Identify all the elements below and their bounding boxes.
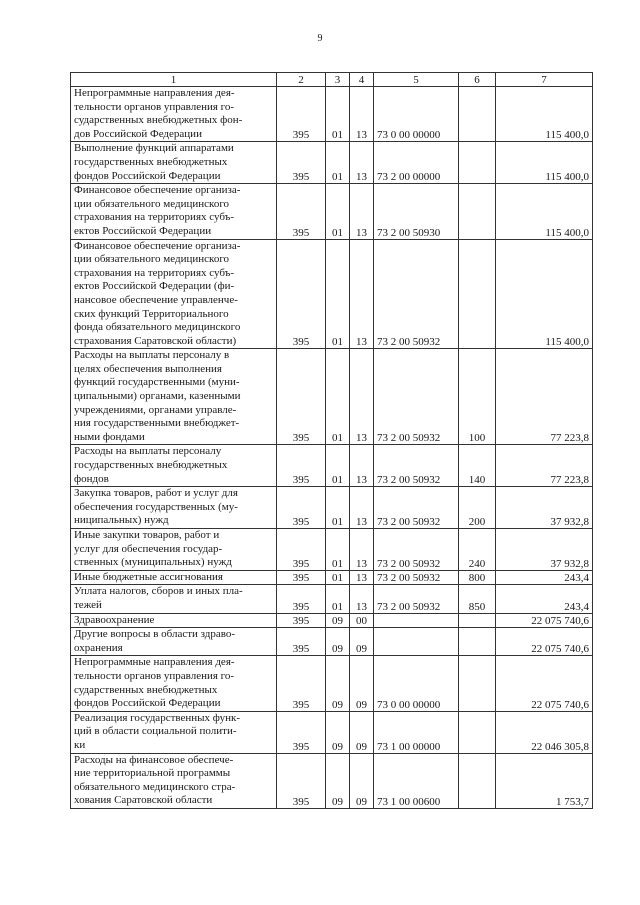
page-number: 9 bbox=[317, 33, 323, 44]
row-name-line: охранения bbox=[74, 641, 123, 654]
row-name-line: Иные закупки товаров, работ и bbox=[74, 529, 220, 541]
row-name-line: ниципальных) нужд bbox=[74, 514, 169, 527]
row-name bbox=[71, 585, 277, 613]
row-name bbox=[71, 628, 277, 656]
cell-col5: 73 2 00 50930 bbox=[374, 184, 459, 239]
row-name-line: Здравоохранение bbox=[74, 613, 155, 626]
row-name bbox=[71, 239, 277, 349]
header-row bbox=[71, 73, 593, 87]
cell-col4: 13 bbox=[350, 349, 374, 445]
cell-col4: 13 bbox=[350, 184, 374, 239]
cell-col4: 13 bbox=[350, 570, 374, 585]
table-row bbox=[71, 349, 593, 445]
cell-col5: 73 2 00 50932 bbox=[374, 349, 459, 445]
row-name-line: ции обязательного медицинского bbox=[74, 197, 230, 210]
cell-col6 bbox=[459, 239, 496, 349]
table-row bbox=[71, 87, 593, 142]
cell-col2: 395 bbox=[277, 711, 326, 753]
cell-col4: 00 bbox=[350, 613, 374, 628]
cell-col7: 115 400,0 bbox=[496, 87, 593, 142]
budget-table bbox=[70, 72, 593, 809]
cell-col2: 395 bbox=[277, 753, 326, 808]
cell-col7: 22 075 740,6 bbox=[496, 656, 593, 711]
cell-col7: 37 932,8 bbox=[496, 487, 593, 529]
column-header: 7 bbox=[496, 73, 593, 87]
cell-col5: 73 0 00 00000 bbox=[374, 656, 459, 711]
cell-col7: 22 075 740,6 bbox=[496, 628, 593, 656]
cell-col5: 73 2 00 00000 bbox=[374, 142, 459, 184]
table-body bbox=[71, 87, 593, 809]
row-name-line: Непрограммные направления дея- bbox=[74, 87, 235, 99]
cell-col5: 73 1 00 00600 bbox=[374, 753, 459, 808]
row-name-line: учреждениями, органами управле- bbox=[74, 403, 237, 416]
cell-col2: 395 bbox=[277, 445, 326, 487]
cell-col6: 100 bbox=[459, 349, 496, 445]
cell-col7: 115 400,0 bbox=[496, 142, 593, 184]
cell-col7: 22 046 305,8 bbox=[496, 711, 593, 753]
cell-col3: 01 bbox=[326, 445, 350, 487]
cell-col4: 09 bbox=[350, 753, 374, 808]
cell-col2: 395 bbox=[277, 349, 326, 445]
cell-col5: 73 2 00 50932 bbox=[374, 529, 459, 571]
cell-col2: 395 bbox=[277, 239, 326, 349]
row-name-line: ских функций Территориального bbox=[74, 307, 229, 320]
row-name bbox=[71, 711, 277, 753]
cell-col4: 13 bbox=[350, 239, 374, 349]
cell-col4: 13 bbox=[350, 142, 374, 184]
cell-col4: 09 bbox=[350, 656, 374, 711]
row-name-line: Расходы на выплаты персоналу в bbox=[74, 349, 230, 362]
row-name-line: фондов bbox=[74, 472, 109, 485]
row-name-line: ций в области социальной полити- bbox=[74, 725, 237, 738]
cell-col2: 395 bbox=[277, 628, 326, 656]
table-row bbox=[71, 239, 593, 349]
cell-col4: 13 bbox=[350, 529, 374, 571]
column-header: 2 bbox=[277, 73, 326, 87]
row-name-line: Выполнение функций аппаратами bbox=[74, 142, 234, 155]
row-name-line: Реализация государственных функ- bbox=[74, 711, 241, 724]
column-header: 1 bbox=[71, 73, 277, 87]
row-name-line: Иные бюджетные ассигнования bbox=[74, 570, 223, 583]
cell-col2: 395 bbox=[277, 613, 326, 628]
row-name-line: государственных внебюджетных bbox=[74, 155, 228, 168]
cell-col4: 13 bbox=[350, 445, 374, 487]
row-name-line: тельности органов управления го- bbox=[74, 100, 235, 113]
row-name-line: ции обязательного медицинского bbox=[74, 253, 230, 266]
cell-col2: 395 bbox=[277, 570, 326, 585]
cell-col4: 13 bbox=[350, 487, 374, 529]
row-name-line: хования Саратовской области bbox=[74, 794, 213, 807]
cell-col3: 09 bbox=[326, 613, 350, 628]
row-name-line: страхования Саратовской области) bbox=[74, 334, 237, 347]
cell-col3: 01 bbox=[326, 529, 350, 571]
cell-col6: 240 bbox=[459, 529, 496, 571]
row-name-line: ние территориальной программы bbox=[74, 767, 231, 780]
cell-col3: 09 bbox=[326, 753, 350, 808]
cell-col7: 115 400,0 bbox=[496, 184, 593, 239]
column-header: 4 bbox=[350, 73, 374, 87]
cell-col3: 01 bbox=[326, 184, 350, 239]
cell-col4: 13 bbox=[350, 585, 374, 613]
column-header: 5 bbox=[374, 73, 459, 87]
row-name-line: ния государственными внебюджет- bbox=[74, 417, 240, 430]
cell-col3: 01 bbox=[326, 87, 350, 142]
cell-col3: 01 bbox=[326, 487, 350, 529]
cell-col5: 73 2 00 50932 bbox=[374, 570, 459, 585]
cell-col6: 200 bbox=[459, 487, 496, 529]
row-name-line: страхования на территориях субъ- bbox=[74, 266, 235, 279]
cell-col6 bbox=[459, 613, 496, 628]
cell-col6 bbox=[459, 753, 496, 808]
row-name-line: Расходы на финансовое обеспече- bbox=[74, 753, 234, 766]
cell-col6 bbox=[459, 656, 496, 711]
row-name bbox=[71, 445, 277, 487]
row-name-line: государственных внебюджетных bbox=[74, 459, 228, 472]
cell-col2: 395 bbox=[277, 142, 326, 184]
row-name-line: сударственных внебюджетных bbox=[74, 683, 218, 696]
cell-col2: 395 bbox=[277, 487, 326, 529]
cell-col2: 395 bbox=[277, 656, 326, 711]
table-row bbox=[71, 487, 593, 529]
cell-col7: 243,4 bbox=[496, 585, 593, 613]
cell-col4: 09 bbox=[350, 628, 374, 656]
cell-col4: 13 bbox=[350, 87, 374, 142]
row-name bbox=[71, 529, 277, 571]
table-row bbox=[71, 142, 593, 184]
cell-col7: 77 223,8 bbox=[496, 445, 593, 487]
table-row bbox=[71, 529, 593, 571]
cell-col3: 01 bbox=[326, 570, 350, 585]
row-name bbox=[71, 142, 277, 184]
row-name-line: нансовое обеспечение управленче- bbox=[74, 293, 238, 306]
row-name-line: Финансовое обеспечение организа- bbox=[74, 239, 241, 252]
cell-col2: 395 bbox=[277, 585, 326, 613]
row-name bbox=[71, 349, 277, 445]
table-row bbox=[71, 613, 593, 628]
table-row bbox=[71, 585, 593, 613]
row-name-line: Закупка товаров, работ и услуг для bbox=[74, 487, 238, 500]
cell-col6 bbox=[459, 628, 496, 656]
cell-col7: 243,4 bbox=[496, 570, 593, 585]
row-name-line: тежей bbox=[74, 598, 102, 611]
cell-col5: 73 2 00 50932 bbox=[374, 487, 459, 529]
cell-col5: 73 1 00 00000 bbox=[374, 711, 459, 753]
table-header bbox=[71, 73, 593, 87]
cell-col6 bbox=[459, 142, 496, 184]
cell-col7: 77 223,8 bbox=[496, 349, 593, 445]
table-row bbox=[71, 570, 593, 585]
cell-col5: 73 0 00 00000 bbox=[374, 87, 459, 142]
column-header: 3 bbox=[326, 73, 350, 87]
table-row bbox=[71, 184, 593, 239]
row-name-line: услуг для обеспечения государ- bbox=[74, 542, 223, 555]
table-row bbox=[71, 711, 593, 753]
cell-col5 bbox=[374, 613, 459, 628]
row-name-line: ными фондами bbox=[74, 430, 145, 443]
row-name-line: ектов Российской Федерации (фи- bbox=[74, 280, 235, 293]
row-name-line: Другие вопросы в области здраво- bbox=[74, 628, 236, 641]
table-row bbox=[71, 656, 593, 711]
row-name-line: тельности органов управления го- bbox=[74, 669, 235, 682]
row-name bbox=[71, 753, 277, 808]
row-name bbox=[71, 613, 277, 628]
row-name-line: ственных (муниципальных) нужд bbox=[74, 556, 232, 569]
row-name-line: дов Российской Федерации bbox=[74, 127, 202, 140]
column-header: 6 bbox=[459, 73, 496, 87]
cell-col7: 1 753,7 bbox=[496, 753, 593, 808]
row-name bbox=[71, 87, 277, 142]
row-name bbox=[71, 184, 277, 239]
cell-col3: 09 bbox=[326, 628, 350, 656]
row-name-line: Расходы на выплаты персоналу bbox=[74, 445, 222, 458]
row-name bbox=[71, 487, 277, 529]
cell-col3: 01 bbox=[326, 349, 350, 445]
cell-col6 bbox=[459, 87, 496, 142]
row-name-line: страхования на территориях субъ- bbox=[74, 211, 235, 224]
row-name-line: ектов Российской Федерации bbox=[74, 224, 212, 237]
row-name-line: сударственных внебюджетных фон- bbox=[74, 114, 243, 127]
row-name bbox=[71, 570, 277, 585]
cell-col3: 09 bbox=[326, 656, 350, 711]
row-name-line: функций государственными (муни- bbox=[74, 376, 240, 389]
row-name-line: ки bbox=[74, 738, 86, 751]
cell-col6: 800 bbox=[459, 570, 496, 585]
cell-col6 bbox=[459, 711, 496, 753]
cell-col6: 140 bbox=[459, 445, 496, 487]
cell-col5: 73 2 00 50932 bbox=[374, 239, 459, 349]
cell-col3: 09 bbox=[326, 711, 350, 753]
cell-col5 bbox=[374, 628, 459, 656]
row-name-line: Уплата налогов, сборов и иных пла- bbox=[74, 585, 243, 598]
row-name-line: Финансовое обеспечение организа- bbox=[74, 184, 241, 197]
row-name-line: фондов Российской Федерации bbox=[74, 697, 221, 710]
cell-col7: 37 932,8 bbox=[496, 529, 593, 571]
cell-col4: 09 bbox=[350, 711, 374, 753]
row-name-line: обязательного медицинского стра- bbox=[74, 780, 236, 793]
row-name-line: фонда обязательного медицинского bbox=[74, 321, 241, 334]
cell-col2: 395 bbox=[277, 529, 326, 571]
cell-col2: 395 bbox=[277, 184, 326, 239]
cell-col6 bbox=[459, 184, 496, 239]
cell-col6: 850 bbox=[459, 585, 496, 613]
cell-col7: 115 400,0 bbox=[496, 239, 593, 349]
row-name-line: Непрограммные направления дея- bbox=[74, 656, 235, 669]
row-name bbox=[71, 656, 277, 711]
table-row bbox=[71, 628, 593, 656]
cell-col5: 73 2 00 50932 bbox=[374, 445, 459, 487]
cell-col5: 73 2 00 50932 bbox=[374, 585, 459, 613]
row-name-line: целях обеспечения выполнения bbox=[74, 362, 222, 375]
cell-col3: 01 bbox=[326, 585, 350, 613]
cell-col7: 22 075 740,6 bbox=[496, 613, 593, 628]
cell-col3: 01 bbox=[326, 239, 350, 349]
row-name-line: ципальными) органами, казенными bbox=[74, 390, 241, 403]
cell-col3: 01 bbox=[326, 142, 350, 184]
table-row bbox=[71, 753, 593, 808]
row-name-line: фондов Российской Федерации bbox=[74, 169, 221, 182]
cell-col2: 395 bbox=[277, 87, 326, 142]
row-name-line: обеспечения государственных (му- bbox=[74, 500, 238, 513]
table-row bbox=[71, 445, 593, 487]
